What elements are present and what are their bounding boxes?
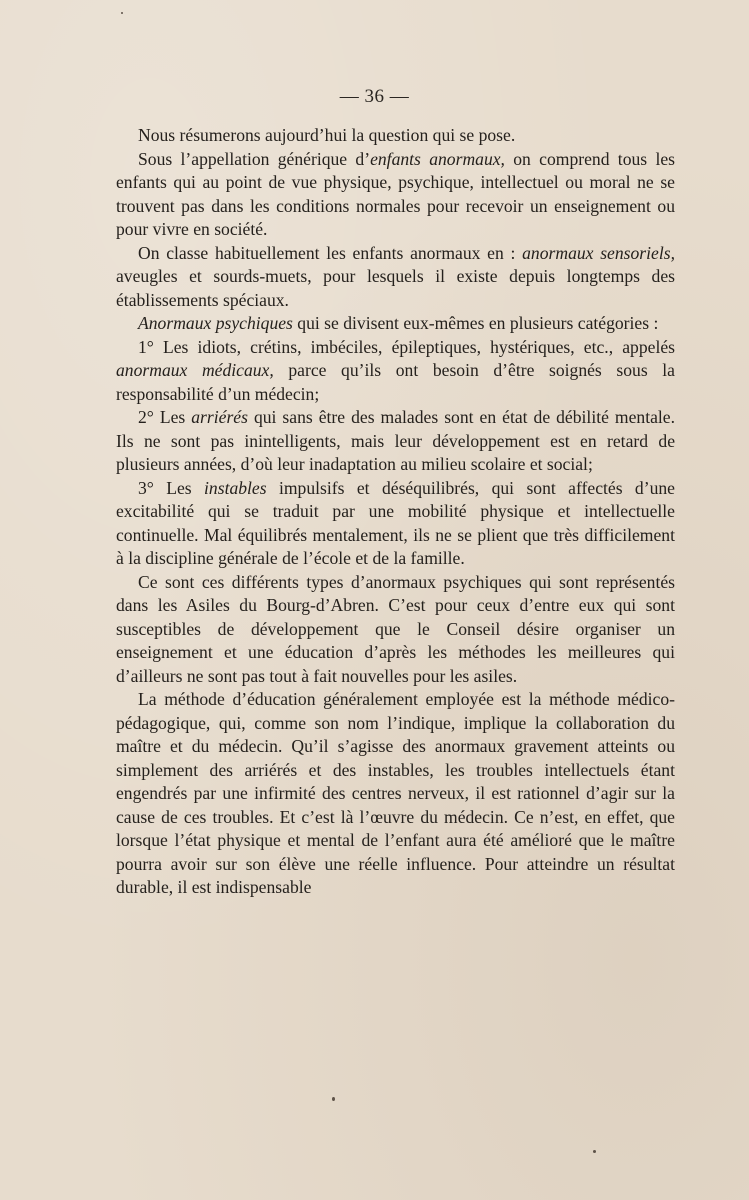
- text-run: Nous résumerons aujourd’hui la question qui se pose.: [138, 125, 516, 145]
- paper-speck: [332, 1097, 335, 1101]
- italic-text: anormaux médicaux,: [116, 360, 274, 380]
- paragraph: [116, 571, 675, 689]
- paragraph: [116, 312, 675, 336]
- text-run: qui sans être des malades sont en état de débilité mentale. Ils ne sont pas inintelligents, mais leur développement est en retard de plusieurs années, d’où leur inadaptation au milieu scolaire et social;: [116, 407, 675, 474]
- paragraph: [116, 688, 675, 900]
- text-run: Ce sont ces différents types d’anormaux psychiques qui sont représentés dans les Asiles du Bourg-d’Abren. C’est pour ceux d’entre eux qui sont susceptibles de développement que le Conseil désire organiser un enseignement et une éducation d’après les méthodes les meilleures qui d’ailleurs ne sont pas tout à fait nouvelles pour les asiles.: [116, 571, 675, 686]
- text-run: parce qu’ils ont besoin d’être soignés sous la responsabilité d’un médecin;: [116, 360, 675, 404]
- italic-text: instables: [204, 477, 267, 498]
- paper-speck: [593, 1150, 596, 1153]
- text-run: 3° Les: [138, 477, 205, 498]
- text-run: 1° Les idiots, crétins, imbéciles, épileptiques, hystériques, etc., appelés: [138, 336, 675, 357]
- text-run: impulsifs et déséquilibrés, qui sont affectés d’une excitabilité qui se traduit par une mobilité physique et intellectuelle continuelle. Mal équilibrés mentalement, ils ne se plient que très difficilement à la discipline générale de l’école et de la famille.: [116, 477, 675, 568]
- paragraph: [116, 406, 675, 477]
- paragraph: [116, 477, 675, 571]
- text-run: 2° Les: [138, 407, 192, 427]
- paragraph: [116, 336, 675, 407]
- italic-text: Anormaux psychiques: [138, 313, 293, 333]
- italic-text: arriérés: [191, 407, 248, 427]
- paragraph: [116, 242, 675, 313]
- paragraph: [116, 148, 675, 242]
- page-number: — 36 —: [339, 86, 410, 107]
- text-run: on comprend tous les enfants qui au point de vue physique, psychique, intellectuel ou moral ne se trouvent pas dans les conditions normales pour recevoir un enseignement ou pour vivre en société.: [116, 148, 675, 239]
- italic-text: anormaux sensoriels,: [522, 242, 675, 263]
- text-run: On classe habituellement les enfants anormaux en :: [138, 242, 523, 263]
- text-run: Sous l’appellation générique d’: [138, 148, 371, 169]
- text-run: La méthode d’éducation généralement employée est la méthode médico-pédagogique, qui, comme son nom l’indique, implique la collaboration du maître et du médecin. Qu’il s’agisse des anormaux gravement atteints ou simplement des arriérés et des instables, les troubles intellectuels étant engendrés par une infirmité des centres nerveux, il est rationnel d’agir sur la cause de ces troubles. Et c’est là l’œuvre du médecin. Ce n’est, en effet, que lorsque l’état physique et mental de l’enfant aura été amélioré que le maître pourra avoir sur son élève une réelle influence. Pour atteindre un résultat durable, il est indispensable: [116, 689, 675, 897]
- paragraph: [116, 124, 675, 148]
- italic-text: enfants anormaux,: [370, 148, 505, 169]
- body-text: [116, 124, 675, 900]
- text-run: qui se divisent eux-mêmes en plusieurs catégories :: [292, 313, 659, 333]
- paper-speck: [121, 12, 123, 14]
- text-run: aveugles et sourds-muets, pour lesquels il existe depuis longtemps des établissements spéciaux.: [116, 266, 675, 310]
